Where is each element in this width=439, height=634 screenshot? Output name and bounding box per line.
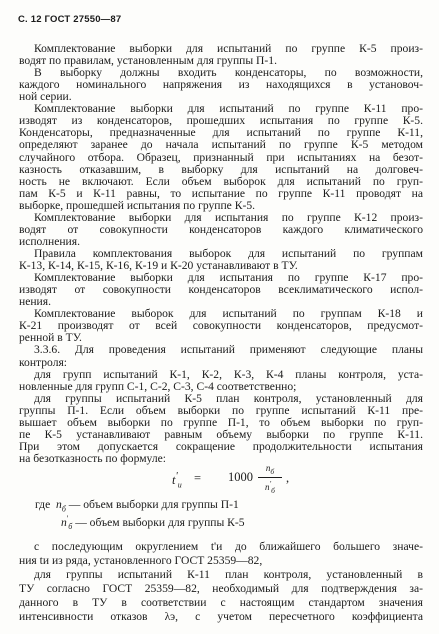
text-line: Комплектование выборки для испытания по группе К-17 про- bbox=[34, 271, 423, 284]
formula bbox=[0, 463, 439, 493]
text-line: В выборку должны входить конденсаторы, по возможности, bbox=[34, 66, 423, 79]
text-line: Комплектование выборки для испытаний по группе К-5 произ- bbox=[34, 42, 423, 55]
text-line: изводят от совокупности конденсаторов всеклиматического испол- bbox=[19, 283, 423, 296]
where-line-2: $n'_б$ — объем выборки для группы К-5 bbox=[61, 514, 245, 532]
text-line: интенсивности отказов λэ, с учетом пересчетного коэффициента bbox=[19, 610, 423, 623]
page-header: С. 12 ГОСТ 27550—87 bbox=[18, 14, 122, 25]
text-line: определяют заранее до начала испытаний по группе К-5 методом bbox=[19, 138, 423, 151]
text-line: 3.3.6. Для проведения испытаний применяют следующие планы bbox=[34, 343, 423, 356]
text-line: Комплектование выборок для испытаний по группам К-18 и bbox=[34, 307, 423, 320]
text-line: вышает объем выборки по группе П-1, то объем выборки по груп- bbox=[19, 416, 423, 429]
text-line: ТУ согласно ГОСТ 25359—82, необходимый для подтверждения за- bbox=[19, 582, 423, 595]
text-line: водят по правилам, установленным для группы П-1. bbox=[19, 54, 277, 67]
text-line: изводят из конденсаторов, прошедших испытания по группе К-5. bbox=[19, 114, 423, 127]
text-line: исполнения. bbox=[19, 235, 80, 248]
text-line: казность отказавшим, в выборку для испытаний на долговеч- bbox=[19, 163, 423, 176]
text-line: на безотказность по формуле: bbox=[19, 452, 166, 465]
where-line-1: где $n_б$ — объем выборки для группы П-1 bbox=[35, 498, 239, 514]
text-line: контроля: bbox=[19, 356, 68, 369]
text-line: ность не включают. Если объем выборок для испытаний по груп- bbox=[19, 175, 423, 188]
text-line: для группы испытаний К-11 план контроля, установленный в bbox=[34, 568, 423, 581]
text-line: для группы испытаний К-5 план контроля, установленный для bbox=[34, 392, 423, 405]
text-line: данного в ТУ в соответствии с настоящим стандартом значения bbox=[19, 596, 423, 609]
text-line: Конденсаторы, предназначенные для испытаний по группе К-11, bbox=[19, 126, 423, 139]
text-line: новленные для групп С-1, С-2, С-3, С-4 соответственно; bbox=[19, 380, 297, 393]
text-line: водят от совокупности конденсаторов каждого климатического bbox=[19, 223, 423, 236]
formula-comma: , bbox=[286, 471, 290, 485]
text-line: ренной в ТУ. bbox=[19, 331, 82, 344]
text-line: группы П-1. Если объем выборки по группе испытаний К-11 пре- bbox=[19, 404, 423, 417]
text-line: ной серии. bbox=[19, 90, 72, 103]
text-line: каждого номинального напряжения из находящихся в установоч- bbox=[19, 78, 423, 91]
text-line: с последующим округлением t'и до ближайшего большего значе- bbox=[34, 540, 423, 553]
text-line: К-21 производят от всей совокупности конденсаторов, предусмот- bbox=[19, 319, 423, 332]
formula-coefficient: 1000 bbox=[228, 470, 253, 484]
text-line: нения. bbox=[19, 295, 51, 308]
text-line: При этом допускается сокращение продолжительности испытания bbox=[19, 440, 423, 453]
text-line: К-13, К-14, К-15, К-16, К-19 и К-20 устанавливают в ТУ. bbox=[19, 259, 298, 272]
text-line: Правила комплектования выборок для испытаний по группам bbox=[34, 247, 423, 260]
text-line: случайного отбора. Образец, признанный при испытаниях на безот- bbox=[19, 151, 423, 164]
formula-lhs: $t'_и$ bbox=[172, 471, 182, 490]
formula-equals: = bbox=[194, 471, 202, 485]
text-line: Комплектование выборки для испытания по группе К-12 произ- bbox=[34, 211, 423, 224]
text-line: ния tи из ряда, установленного ГОСТ 25359—82, bbox=[19, 554, 263, 567]
text-line: пе К-5 устанавливают равным объему выборки по группе К-11. bbox=[19, 428, 423, 441]
text-line: Комплектование выборки для испытаний по группе К-11 про- bbox=[34, 102, 423, 115]
text-line: для групп испытаний К-1, К-2, К-3, К-4 планы контроля, уста- bbox=[34, 368, 423, 381]
text-line: пам К-5 и К-11 равны, то испытание по группе К-11 проводят на bbox=[19, 187, 423, 200]
formula-fraction: $n_б$ $n'_б$ bbox=[258, 463, 282, 496]
text-line: выборке, прошедшей испытания по группе К-5. bbox=[19, 199, 256, 212]
